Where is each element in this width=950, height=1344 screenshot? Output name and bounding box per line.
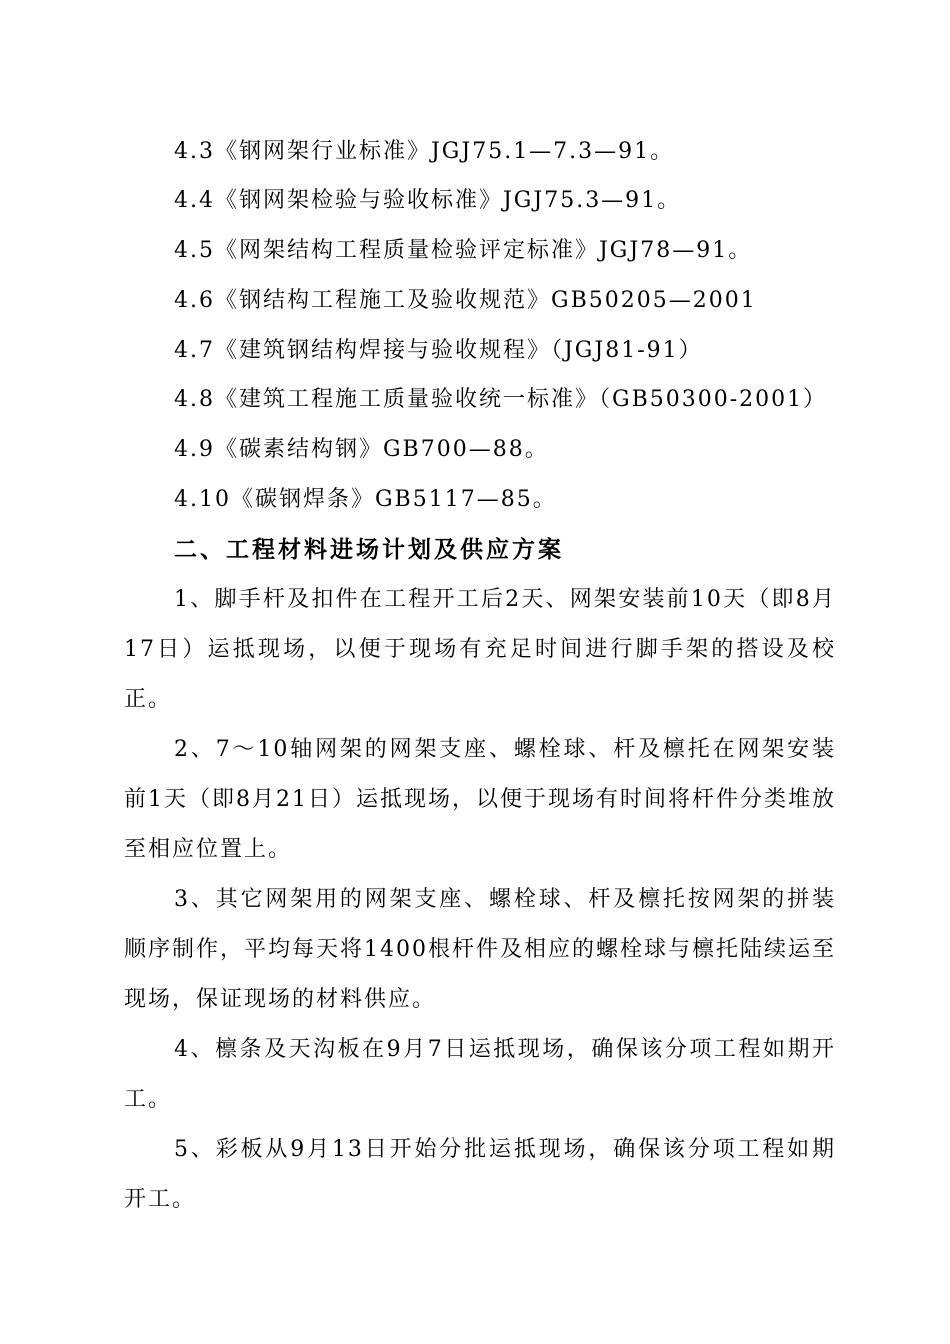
standard-item: 4.8《建筑工程施工质量验收统一标准》（GB50300-2001） [174,387,828,412]
paragraph: 3、其它网架用的网架支座、螺栓球、杆及檩托按网架的拼装顺序制作，平均每天将1400根杆件及相应的螺栓球与檩托陆续运至现场，保证现场的材料供应。 [124,887,836,1012]
paragraph: 1、脚手杆及扣件在工程开工后2天、网架安装前10天（即8月17日）运抵现场，以便于现场有充足时间进行脚手架的搭设及校正。 [124,587,836,712]
section-heading: 二、工程材料进场计划及供应方案 [174,537,564,563]
standard-item: 4.4《钢网架检验与验收标准》JGJ75.3—91。 [174,188,682,213]
paragraph: 2、7～10轴网架的网架支座、螺栓球、杆及檩托在网架安装前1天（即8月21日）运抵现场，以便于现场有时间将杆件分类堆放至相应位置上。 [124,737,836,862]
paragraph: 4、檩条及天沟板在9月7日运抵现场，确保该分项工程如期开工。 [124,1037,836,1112]
standard-item: 4.5《网架结构工程质量检验评定标准》JGJ78—91。 [174,238,753,263]
standard-item: 4.7《建筑钢结构焊接与验收规程》（JGJ81-91） [174,338,703,363]
standard-item: 4.6《钢结构工程施工及验收规范》GB50205—2001 [174,288,757,313]
paragraph: 5、彩板从9月13日开始分批运抵现场，确保该分项工程如期开工。 [124,1137,836,1212]
standard-item: 4.9《碳素结构钢》GB700—88。 [174,437,549,462]
standard-item: 4.3《钢网架行业标准》JGJ75.1—7.3—91。 [174,139,675,164]
standard-item: 4.10《碳钢焊条》GB5117—85。 [174,487,557,512]
